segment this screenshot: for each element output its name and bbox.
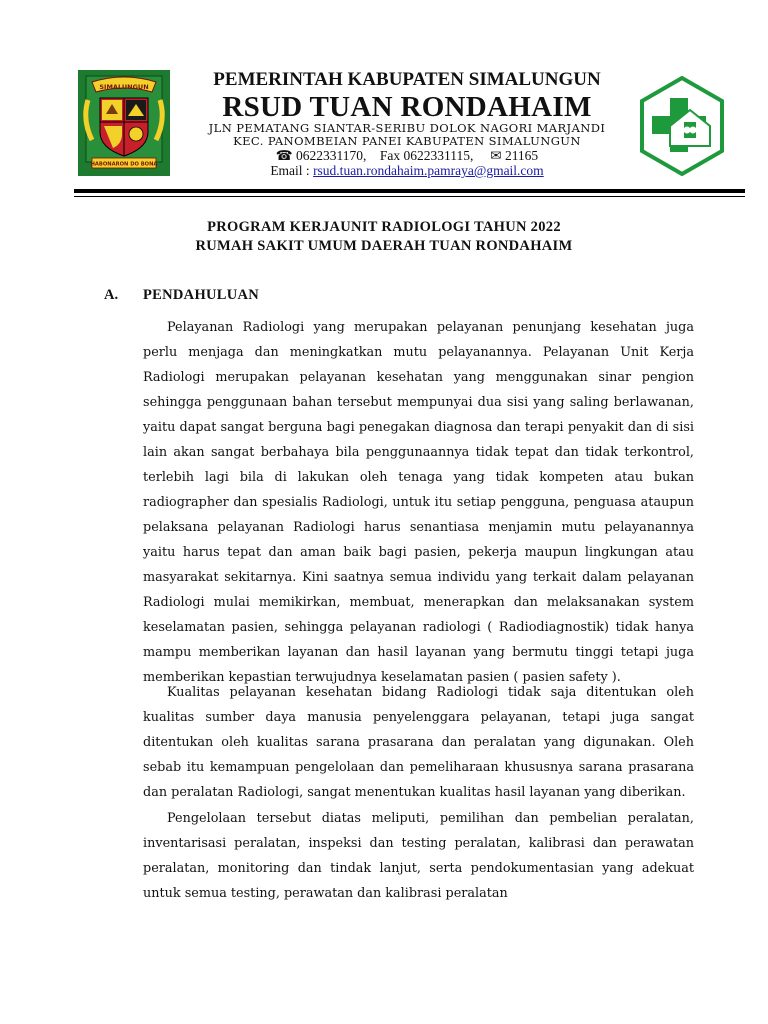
email-label: Email : — [270, 163, 310, 178]
paragraph-3: Pengelolaan tersebut diatas meliputi, pemilihan dan pembelian peralatan, inventarisasi peralatan, inspeksi dan testing peralatan, kalibrasi dan perawatan peralatan, monitoring dan tindak lanjut, serta pendokumentasian yang adekuat untuk semua testing, perawatan dan kalibrasi peralatan — [143, 811, 694, 901]
emblem-motto-text: HABONARON DO BONA — [90, 161, 158, 168]
emblem-top-text: SIMALUNGUN — [99, 83, 149, 91]
government-name: PEMERINTAH KABUPATEN SIMALUNGUN — [213, 69, 601, 90]
header-divider-thin — [74, 196, 745, 197]
postal-code: 21165 — [504, 148, 539, 163]
header-divider-thick — [74, 189, 745, 193]
hospital-cross-logo-icon — [640, 76, 724, 176]
document-title-line-1: PROGRAM KERJAUNIT RADIOLOGI TAHUN 2022 — [207, 219, 561, 235]
fax-number: Fax 0622331115, — [379, 148, 474, 163]
hospital-name: RSUD TUAN RONDAHAIM — [222, 91, 592, 123]
phone-number: 0622331170, — [296, 148, 367, 163]
email-link[interactable]: rsud.tuan.rondahaim.pamraya@gmail.com — [313, 163, 544, 178]
address-line-2: KEC. PANOMBEIAN PANEI KABUPATEN SIMALUNGUN — [233, 134, 581, 148]
email-line — [180, 163, 634, 179]
simalungun-emblem-icon — [78, 70, 170, 176]
paragraph-2: Kualitas pelayanan kesehatan bidang Radiologi tidak saja ditentukan oleh kualitas sumber daya manusia penyelenggara pelayanan, tetapi juga sangat ditentukan oleh kualitas sarana prasarana dan peralatan yang digunakan. Oleh sebab itu kemampuan pengelolaan dan pemeliharaan khususnya sarana prasarana dan peralatan Radiologi, sangat menentukan kualitas hasil layanan yang diberikan. — [143, 685, 694, 800]
contact-line — [180, 148, 634, 164]
section-number: A. — [104, 287, 119, 303]
phone-icon: ☎ — [275, 148, 293, 163]
section-heading: PENDAHULUAN — [143, 287, 260, 303]
mail-icon: ✉ — [490, 148, 502, 163]
paragraph-1: Pelayanan Radiologi yang merupakan pelayanan penunjang kesehatan juga perlu menjaga dan meningkatkan mutu pelayanannya. Pelayanan Unit Kerja Radiologi merupakan pelayanan kesehatan yang menggunakan sinar pengion sehingga penggunaan bahan tersebut mempunyai dua sisi yang saling berlawanan, yaitu dapat sangat berguna bagi penegakan diagnosa dan terapi penyakit dan di sisi lain akan sangat berbahaya bila penggunaannya tidak tepat dan tidak terkontrol, terlebih lagi bila di lakukan oleh tenaga yang tidak kompeten atau bukan radiographer dan spesialis Radiologi, untuk itu setiap pengguna, penguasa ataupun pelaksana pelayanan Radiologi harus senantiasa menjamin mutu pelayanannya yaitu harus tepat dan aman baik bagi pasien, pekerja maupun lingkungan atau masyarakat sekitarnya. Kini saatnya semua individu yang terkait dalam pelayanan Radiologi mulai memikirkan, membuat, menerapkan dan melaksanakan system keselamatan pasien, sehingga pelayanan radiologi ( Radiodiagnostik) tidak hanya mampu memberikan layanan dan hasil layanan yang bermutu tinggi tetapi juga memberikan kepastian terwujudnya keselamatan pasien ( pasien safety ). — [143, 320, 694, 685]
document-title-line-2: RUMAH SAKIT UMUM DAERAH TUAN RONDAHAIM — [195, 238, 573, 254]
address-line-1: JLN PEMATANG SIANTAR-SERIBU DOLOK NAGORI MARJANDI — [208, 121, 606, 135]
